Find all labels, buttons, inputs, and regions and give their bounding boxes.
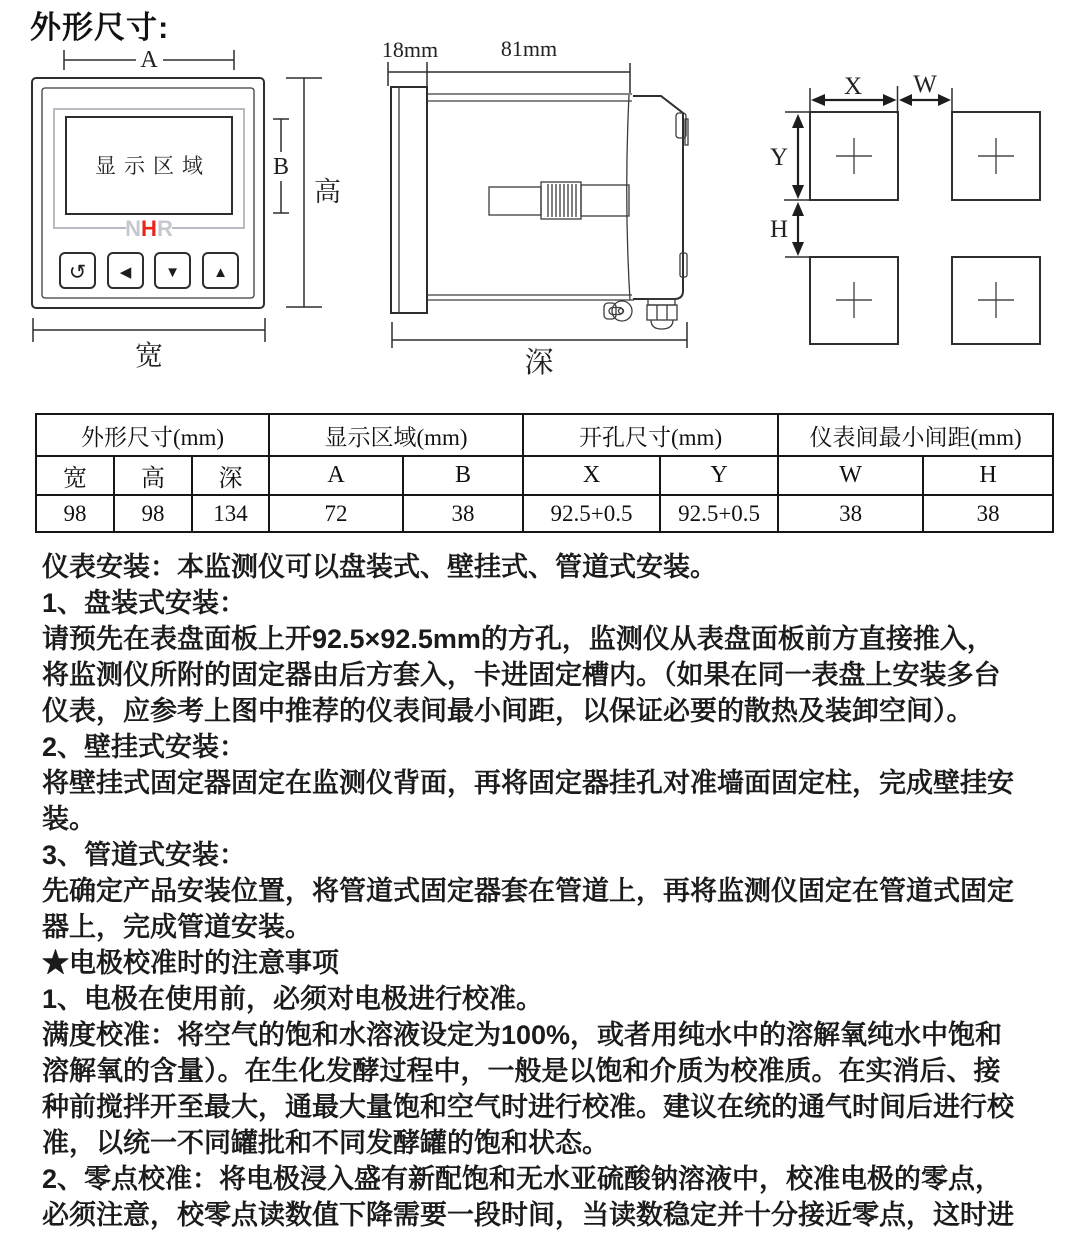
dim-height	[286, 78, 341, 307]
page-title: 外形尺寸:	[30, 10, 170, 45]
text-line: 1、盘装式安装：	[42, 588, 247, 618]
dim-depth	[392, 322, 687, 379]
cutout-diagram	[770, 71, 1040, 344]
value-cell: 92.5+0.5	[660, 495, 778, 532]
text-line: 2、壁挂式安装：	[42, 732, 247, 762]
dim-w	[899, 71, 951, 106]
group-header-outline: 外形尺寸(mm)	[36, 414, 269, 456]
dim-height-label: 高	[314, 177, 341, 207]
col-header: Y	[660, 456, 778, 495]
value-cell: 92.5+0.5	[523, 495, 660, 532]
side-view-diagram	[382, 36, 688, 379]
left-arrow-icon: ◀	[119, 264, 132, 281]
value-cell: 38	[403, 495, 523, 532]
value-cell: 134	[192, 495, 269, 532]
group-header-cutout: 开孔尺寸(mm)	[523, 414, 778, 456]
up-key	[203, 253, 238, 288]
value-cell: 98	[36, 495, 114, 532]
fixing-screw	[604, 301, 632, 321]
text-line: 将壁挂式固定器固定在监测仪背面，再将固定器挂孔对准墙面固定柱，完成壁挂安	[42, 768, 1014, 798]
col-header: B	[403, 456, 523, 495]
dim-depth-label: 深	[524, 347, 554, 379]
cable-gland	[647, 299, 677, 329]
panel-clamp	[489, 182, 629, 219]
dim-a-label: A	[140, 47, 158, 73]
installation-text	[42, 549, 1066, 1233]
value-cell: 38	[778, 495, 923, 532]
text-line: 必须注意，校零点读数值下降需要一段时间，当读数稳定并十分接近零点，这时进	[42, 1200, 1014, 1230]
value-cell: 38	[923, 495, 1053, 532]
case-body	[427, 94, 688, 300]
text-line: 装。	[42, 804, 96, 834]
col-header: 宽	[36, 456, 114, 495]
text-line: 1、电极在使用前，必须对电极进行校准。	[42, 984, 544, 1014]
brand-logo: NHR	[125, 216, 173, 241]
col-header: H	[923, 456, 1053, 495]
dim-y-label: Y	[769, 144, 789, 171]
group-header-display: 显示区域(mm)	[269, 414, 523, 456]
dim-a	[64, 47, 234, 73]
table-group-header-row	[36, 414, 1053, 456]
dim-y	[770, 114, 804, 199]
group-header-spacing: 仪表间最小间距(mm)	[778, 414, 1053, 456]
dim-top	[388, 62, 630, 93]
text-line: 将监测仪所附的固定器由后方套入，卡进固定槽内。（如果在同一表盘上安装多台	[42, 660, 1001, 690]
text-line: 仪表，应参考上图中推荐的仪表间最小间距，以保证必要的散热及装卸空间）。	[42, 696, 974, 726]
text-line: 准，以统一不同罐批和不同发酵罐的饱和状态。	[42, 1128, 609, 1158]
text-line: 溶解氧的含量）。在生化发酵过程中，一般是以饱和介质为校准质。在实消后、接	[42, 1056, 1001, 1086]
text-line: 2、零点校准：将电极浸入盛有新配饱和无水亚硫酸钠溶液中，校准电极的零点，	[42, 1164, 1003, 1194]
dim-h-label: H	[769, 216, 789, 243]
down-arrow-icon: ▼	[165, 264, 180, 281]
dim-b	[273, 119, 289, 213]
text-line: 3、管道式安装：	[42, 840, 247, 870]
dim-18mm-label: 18mm	[381, 37, 439, 62]
refresh-key-icon: ↺	[68, 261, 87, 284]
text-line: 器上，完成管道安装。	[42, 912, 312, 942]
col-header: A	[269, 456, 403, 495]
col-header: 高	[114, 456, 192, 495]
refresh-key	[60, 253, 95, 288]
dim-x-label: X	[843, 73, 863, 100]
dim-width	[33, 318, 265, 372]
text-line: 请预先在表盘面板上开92.5×92.5mm的方孔，监测仪从表盘面板前方直接推入，	[42, 624, 994, 654]
table-value-row	[36, 495, 1053, 532]
center-cross-marks	[836, 138, 1014, 318]
dim-h	[770, 202, 804, 256]
front-flange	[391, 87, 427, 313]
front-view-diagram	[32, 47, 341, 372]
dim-b-label: B	[272, 154, 290, 180]
dimensions-table	[35, 413, 1054, 533]
text-line: 种前搅拌开至最大，通最大量饱和空气时进行校准。建议在统的通气时间后进行校	[42, 1092, 1014, 1122]
text-line: ★电极校准时的注意事项	[42, 948, 339, 978]
down-key	[155, 253, 190, 288]
col-header: W	[778, 456, 923, 495]
value-cell: 72	[269, 495, 403, 532]
text-line: 先确定产品安装位置，将管道式固定器套在管道上，再将监测仪固定在管道式固定	[42, 876, 1014, 906]
value-cell: 98	[114, 495, 192, 532]
col-header: X	[523, 456, 660, 495]
dim-x	[811, 73, 897, 106]
up-arrow-icon: ▲	[213, 264, 228, 281]
dim-w-label: W	[913, 71, 937, 98]
col-header: 深	[192, 456, 269, 495]
left-key	[108, 253, 143, 288]
text-line: 仪表安装：本监测仪可以盘装式、壁挂式、管道式安装。	[42, 552, 717, 582]
dim-width-label: 宽	[134, 341, 164, 372]
table-subheader-row	[36, 456, 1053, 495]
display-area-label: 显示区域	[95, 154, 211, 178]
dim-81mm-label: 81mm	[500, 36, 558, 61]
text-line: 满度校准：将空气的饱和水溶液设定为100%，或者用纯水中的溶解氧纯水中饱和	[42, 1020, 1003, 1050]
dimension-diagrams	[0, 0, 1080, 400]
